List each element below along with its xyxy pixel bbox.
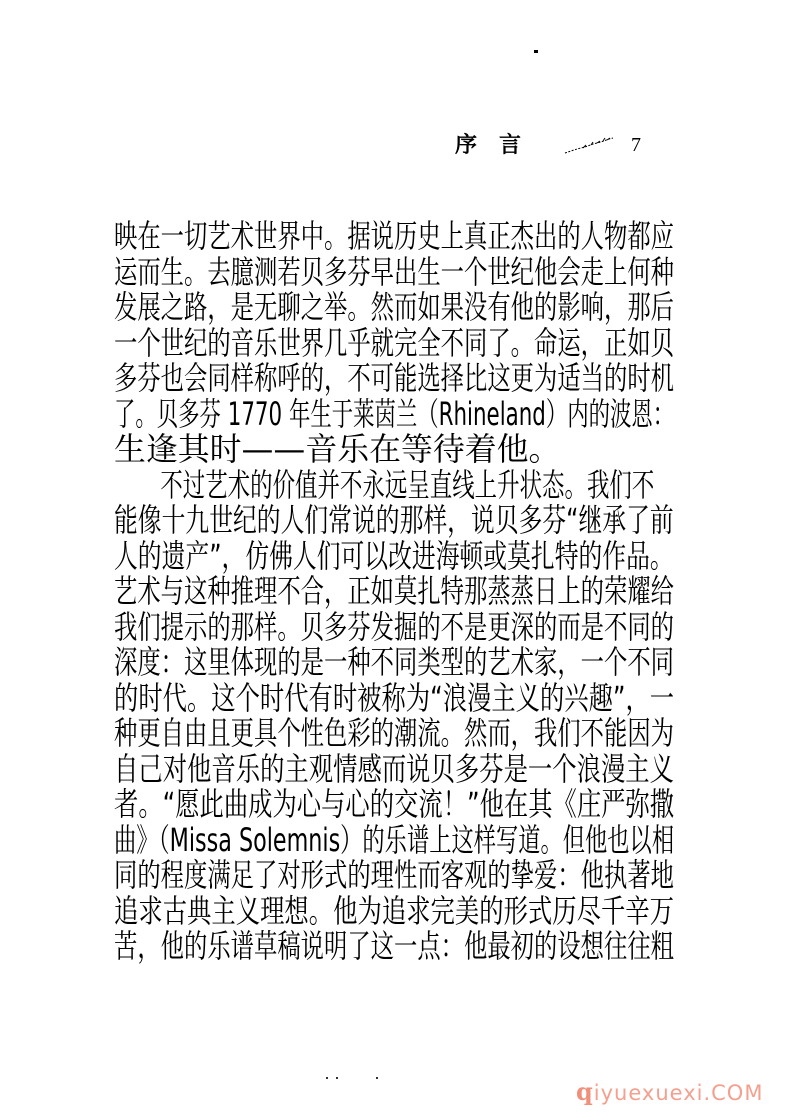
text-line: 多芬也会同样称呼的，不可能选择比这更为适当的时机: [114, 359, 675, 397]
text-line: 种更自由且更具个性色彩的潮流。然而，我们不能因为: [114, 714, 675, 752]
watermark-text: iyuexuexi.COM: [593, 1081, 764, 1105]
text-line: 的时代。这个时代有时被称为“浪漫主义的兴趣”，一: [114, 678, 675, 717]
text-line: 自己对他音乐的主观情感而说贝多芬是一个浪漫主义: [114, 749, 675, 788]
text-line: 人的遗产”，仿佛人们可以改进海顿或莫扎特的作品。: [114, 536, 674, 575]
text-line: 曲》（Missa Solemnis）的乐谱上这样写道。但他也以相: [114, 820, 675, 859]
text-line: 了。贝多芬 1770 年生于莱茵兰（Rhineland）内的波恩：: [114, 394, 675, 433]
scan-specks: [326, 1077, 406, 1080]
paragraph-1: [114, 219, 676, 468]
watermark: [576, 1077, 763, 1106]
scan-speck: [534, 50, 538, 53]
text-line: 艺术与这种推理不合，正如莫扎特那蒸蒸日上的荣耀给: [114, 572, 675, 610]
flourish-ornament-icon: [563, 136, 615, 156]
paragraph-2: [114, 465, 676, 965]
page-number: 7: [631, 134, 641, 156]
text-line: 一个世纪的音乐世界几乎就完全不同了。命运，正如贝: [114, 323, 675, 362]
running-title: 序言: [455, 132, 544, 158]
text-line: 我们提示的那样。贝多芬发掘的不是更深的而是不同的: [114, 607, 675, 646]
text-line: 深度：这里体现的是一种不同类型的艺术家，一个不同: [114, 643, 675, 681]
text-line: 同的程度满足了对形式的理性而客观的挚爱：他执著地: [114, 856, 675, 894]
text-line: 追求古典主义理想。他为追求完美的形式历尽千辛万: [114, 891, 675, 930]
text-line: 者。“愿此曲成为心与心的交流！”他在其《庄严弥撒: [114, 785, 675, 823]
text-line: 发展之路，是无聊之举。然而如果没有他的影响，那后: [114, 288, 675, 326]
text-line: 生逢其时——音乐在等待着他。: [114, 430, 561, 468]
text-line: 不过艺术的价值并不永远呈直线上升状态。我们不: [160, 465, 655, 504]
text-line: 苦，他的乐谱草稿说明了这一点：他最初的设想往往粗: [114, 927, 675, 965]
body-text: [114, 219, 676, 965]
text-line: 运而生。去臆测若贝多芬早出生一个世纪他会走上何种: [114, 252, 675, 291]
watermark-prefix: q: [576, 1077, 594, 1106]
text-line: 映在一切艺术世界中。据说历史上真正杰出的人物都应: [114, 217, 675, 255]
text-line: 能像十九世纪的人们常说的那样，说贝多芬“继承了前: [114, 501, 674, 539]
running-header: [455, 130, 675, 160]
